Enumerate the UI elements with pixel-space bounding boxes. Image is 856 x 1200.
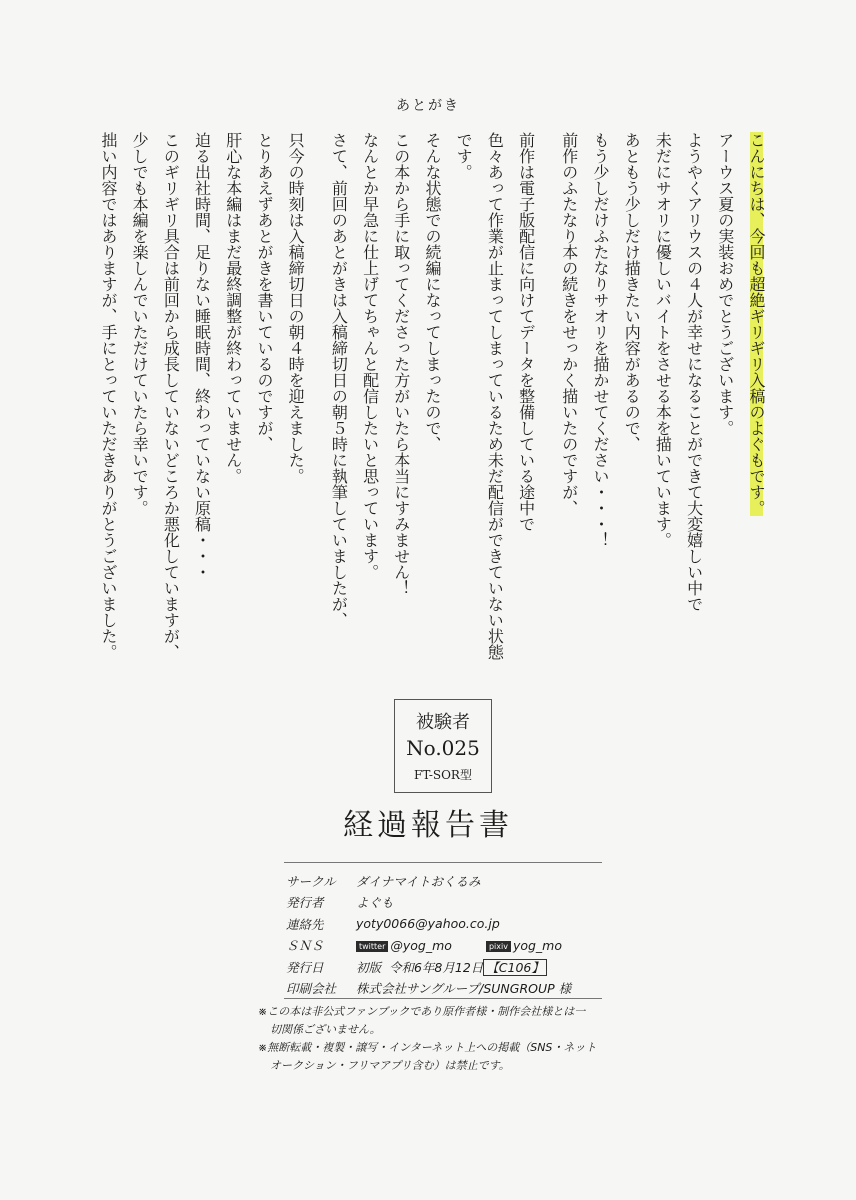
twitter-icon: twitter xyxy=(356,941,388,952)
divider-bottom xyxy=(284,998,602,999)
legal-notes xyxy=(258,1003,630,1075)
body-line: さて、前回のあとがきは入稿締切日の朝５時に執筆していましたが、 xyxy=(329,132,349,628)
body-line: 前作のふたなり本の続きをせっかく描いたのですが、 xyxy=(559,132,579,516)
body-line: 色々あって作業が止まってしまっているため未だ配信ができていない状態です。 xyxy=(454,132,505,660)
body-line: 迫る出社時間、足りない睡眠時間、終わっていない原稿・・・ xyxy=(192,132,212,580)
body-line: 肝心な本編はまだ最終調整が終わっていません。 xyxy=(223,132,243,484)
body-line: ようやくアリウスの４人が幸せになることができて大変嬉しい中で xyxy=(684,132,704,612)
contact-email: yoty0066@yahoo.co.jp xyxy=(356,916,500,932)
publisher-row: 発行者 よぐも xyxy=(286,895,394,911)
event-badge: 【C106】 xyxy=(483,959,547,976)
body-line: 拙い内容ではありますが、手にとっていただきありがとうございました。 xyxy=(98,132,118,660)
date-row: 発行日 初版 令和6年8月12日 【C106】 xyxy=(286,956,606,978)
body-line: 少しでも本編を楽しんでいただけていたら幸いです。 xyxy=(130,132,150,516)
body-line: あともう少しだけ描きたい内容があるので、 xyxy=(622,132,642,452)
colophon-info xyxy=(286,870,606,999)
body-line: アーウス夏の実装おめでとうございます。 xyxy=(715,132,735,436)
divider-top xyxy=(284,862,602,863)
note-line: 切関係ございません。 xyxy=(270,1023,381,1036)
note-line: オークション・フリマアプリ含む）は禁止です。 xyxy=(270,1059,510,1072)
body-line: こんにちは、今回も超絶ギリギリ入稿のよぐもです。 xyxy=(747,132,766,516)
afterword-title: あとがき xyxy=(396,98,460,114)
printer-row: 印刷会社 株式会社サングループ/SUNGROUP 様 xyxy=(286,981,572,997)
sns-handle-2: yog_mo xyxy=(512,937,563,953)
contact-row: 連絡先 yoty0066@yahoo.co.jp xyxy=(286,916,500,932)
pixiv-icon: pixiv xyxy=(486,941,511,952)
body-line: とりあえずあとがきを書いているのですが、 xyxy=(254,132,274,452)
subject-box xyxy=(394,699,492,793)
body-line: このギリギリ具合は前回から成長していないどころか悪化していますが、 xyxy=(161,132,181,660)
subject-type: FT-SOR型 xyxy=(414,768,472,782)
body-line: もう少しだけふたなりサオリを描かせてください・・・！ xyxy=(590,132,610,548)
sns-row: ＳＮＳ twitter @yog_mo pixiv yog_mo xyxy=(286,937,563,954)
sns-handle-1: @yog_mo xyxy=(390,937,452,953)
note-line: ※この本は非公式ファンブックであり原作者様・制作会社様とは一 xyxy=(258,1005,586,1018)
report-title: 経過報告書 xyxy=(343,808,513,843)
body-line: 未だにサオリに優しいバイトをさせる本を描いています。 xyxy=(653,132,673,548)
afterword-body xyxy=(98,132,772,662)
circle-row: サークル ダイナマイトおくるみ xyxy=(286,873,481,889)
subject-number: No.025 xyxy=(406,736,480,760)
body-line: 前作は電子版配信に向けてデータを整備している途中で xyxy=(516,132,536,532)
subject-label: 被験者 xyxy=(416,712,470,733)
body-line: この本から手に取ってくださった方がいたら本当にすみません！ xyxy=(391,132,411,596)
body-line: なんとか早急に仕上げてちゃんと配信したいと思っています。 xyxy=(360,132,380,580)
body-line: そんな状態での続編になってしまったので、 xyxy=(422,132,442,452)
note-line: ※無断転載・複製・譲写・インターネット上への掲載（SNS・ネット xyxy=(258,1041,597,1054)
body-line: 只今の時刻は入稿締切日の朝４時を迎えました。 xyxy=(286,132,306,484)
